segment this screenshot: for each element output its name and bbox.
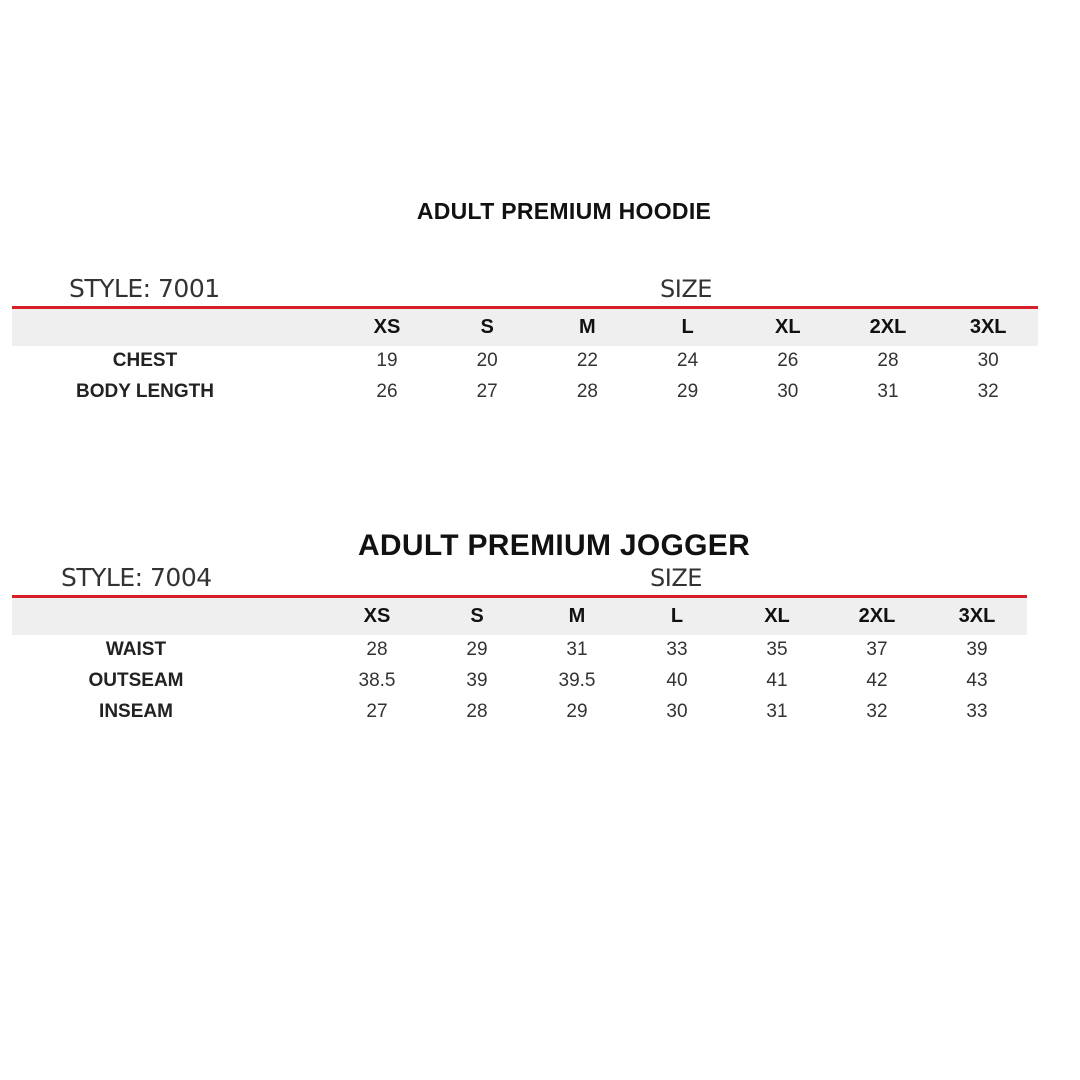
hoodie-style-label: STYLE: 7001 — [69, 274, 220, 303]
table-cell: 33 — [666, 639, 688, 660]
table-cell: 39 — [966, 639, 988, 660]
row-label-outseam: OUTSEAM — [88, 670, 184, 691]
table-cell: 31 — [766, 701, 788, 721]
table-cell: 33 — [966, 701, 988, 721]
size-header-l: L — [670, 605, 684, 627]
table-cell: 26 — [777, 350, 799, 371]
jogger-size-label: SIZE — [650, 564, 702, 592]
size-header-s: S — [480, 316, 494, 338]
table-cell: 39 — [466, 670, 488, 691]
jogger-grid — [0, 561, 1080, 721]
table-cell: 19 — [376, 350, 398, 371]
table-cell: 28 — [466, 701, 488, 721]
table-cell: 29 — [677, 381, 699, 402]
table-cell: 37 — [866, 639, 888, 660]
table-cell: 22 — [576, 350, 598, 371]
size-header-m: M — [568, 605, 586, 627]
size-header-xl: XL — [764, 605, 790, 627]
size-header-l: L — [681, 316, 694, 338]
table-cell: 31 — [566, 639, 588, 660]
size-header-s: S — [470, 605, 484, 627]
hoodie-title: ADULT PREMIUM HOODIE — [416, 198, 712, 224]
table-cell: 41 — [766, 670, 788, 691]
table-cell: 28 — [877, 350, 899, 371]
hoodie-size-label: SIZE — [660, 275, 712, 303]
table-cell: 28 — [366, 639, 388, 660]
row-label-waist: WAIST — [105, 639, 167, 660]
table-cell: 35 — [766, 639, 788, 660]
table-cell: 24 — [677, 350, 699, 371]
table-cell: 32 — [866, 701, 888, 721]
table-cell: 29 — [566, 701, 588, 721]
table-cell: 42 — [866, 670, 888, 691]
size-header-xs: XS — [373, 316, 401, 338]
table-cell: 38.5 — [358, 670, 396, 691]
row-label-inseam: INSEAM — [99, 701, 173, 721]
table-cell: 40 — [666, 670, 688, 691]
size-header-3xl: 3XL — [969, 316, 1007, 338]
size-header-xs: XS — [363, 605, 391, 627]
size-header-3xl: 3XL — [958, 605, 996, 627]
row-label-body-length: BODY LENGTH — [76, 381, 214, 402]
table-cell: 29 — [466, 639, 488, 660]
table-cell: 43 — [966, 670, 988, 691]
size-header-m: M — [579, 316, 596, 338]
table-cell: 31 — [877, 381, 899, 402]
table-cell: 27 — [476, 381, 498, 402]
table-cell: 27 — [366, 701, 388, 721]
jogger-style-label: STYLE: 7004 — [61, 563, 212, 592]
size-header-2xl: 2XL — [858, 605, 896, 627]
size-header-2xl: 2XL — [869, 316, 907, 338]
table-cell: 20 — [476, 350, 498, 371]
table-cell: 30 — [777, 381, 799, 402]
table-cell: 30 — [977, 350, 999, 371]
table-cell: 30 — [666, 701, 688, 721]
row-label-chest: CHEST — [112, 350, 178, 371]
table-cell: 39.5 — [558, 670, 596, 691]
table-cell: 26 — [376, 381, 398, 402]
size-header-xl: XL — [775, 316, 801, 338]
table-cell: 28 — [576, 381, 598, 402]
jogger-title: ADULT PREMIUM JOGGER — [357, 529, 751, 562]
table-cell: 32 — [977, 381, 999, 402]
